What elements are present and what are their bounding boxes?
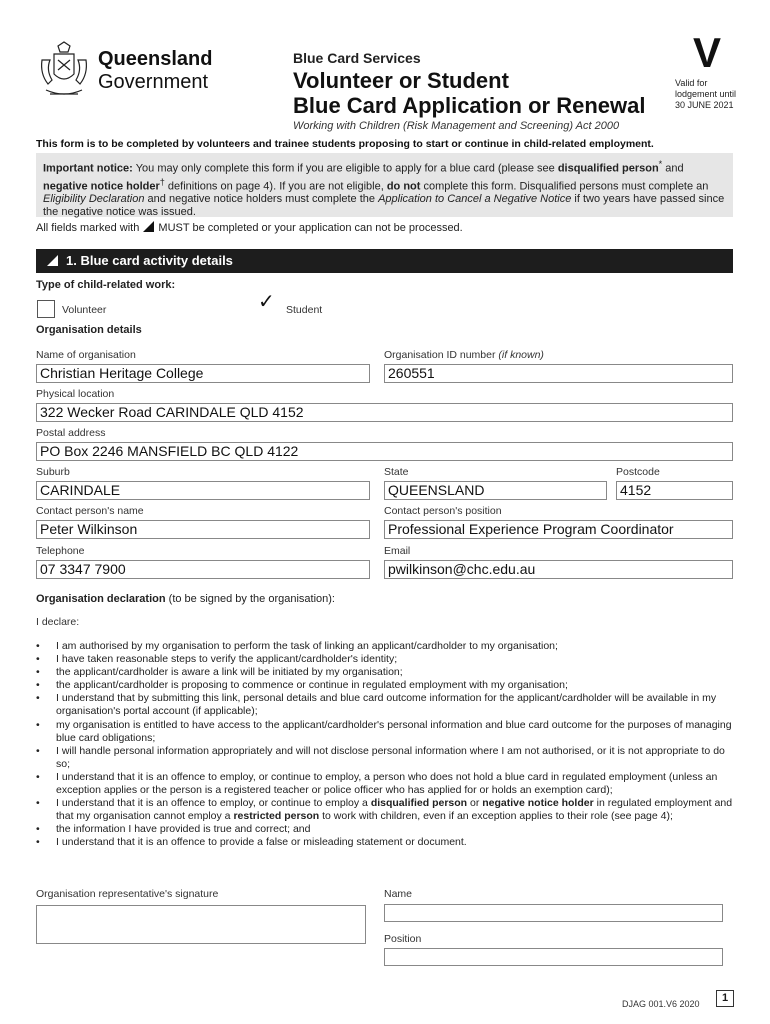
student-checkbox-checkmark[interactable]: ✓	[258, 291, 275, 313]
notice-italic: Application to Cancel a Negative Notice	[378, 193, 572, 206]
mandatory-triangle-icon	[143, 221, 154, 232]
notice-bold: disqualified person	[557, 162, 659, 175]
contact-position-label: Contact person's position	[384, 505, 502, 517]
contact-name-field[interactable]: Peter Wilkinson	[36, 520, 370, 539]
list-item: • I understand that by submitting this link, personal details and blue card outcome information for the applicant/cardholder will be available in my organisation's portal account (if applicable);	[36, 692, 736, 718]
signature-label: Organisation representative's signature	[36, 888, 219, 900]
notice-text: definitions on page 4). If you are not eligible,	[164, 180, 387, 193]
rep-position-field[interactable]	[384, 948, 723, 966]
coat-of-arms-icon	[36, 40, 92, 100]
mandatory-note-post: MUST be completed or your application can not be processed.	[155, 222, 463, 234]
volunteer-label: Volunteer	[62, 304, 107, 316]
decl-bold: disqualified person	[370, 797, 468, 810]
list-item: • the information I have provided is true and correct; and	[36, 823, 736, 836]
notice-bold: do not	[386, 180, 421, 193]
org-id-label-text: Organisation ID number	[384, 349, 496, 361]
page-number: 1	[716, 990, 734, 1007]
state-field[interactable]: QUEENSLAND	[384, 481, 607, 500]
physical-location-field[interactable]: 322 Wecker Road CARINDALE QLD 4152	[36, 403, 733, 422]
valid-line2: lodgement until	[675, 89, 737, 99]
postal-address-field[interactable]: PO Box 2246 MANSFIELD BC QLD 4122	[36, 442, 733, 461]
notice-heading: Important notice:	[43, 162, 133, 175]
section-1-header	[36, 249, 733, 273]
mandatory-note-pre: All fields marked with	[36, 222, 143, 234]
notice-text: and	[662, 162, 684, 175]
mandatory-fields-note	[36, 221, 463, 234]
email-field[interactable]: pwilkinson@chc.edu.au	[384, 560, 733, 579]
telephone-label: Telephone	[36, 545, 85, 557]
suburb-label: Suburb	[36, 466, 70, 478]
rep-name-field[interactable]	[384, 904, 723, 922]
list-item: • the applicant/cardholder is aware a link will be initiated by my organisation;	[36, 666, 736, 679]
contact-name-label: Contact person's name	[36, 505, 144, 517]
notice-text: and negative notice holders must complete the	[144, 193, 379, 206]
list-item: • I understand that it is an offence to employ, or continue to employ, a person who does not hold a blue card in regulated employment (unless an exception applies or the person is a registered teacher or police officer who has applied for or holds an exemption card);	[36, 771, 736, 797]
list-item: • I am authorised by my organisation to perform the task of linking an applicant/cardholder to my organisation;	[36, 640, 736, 653]
list-item	[36, 797, 736, 823]
org-id-hint: (if known)	[498, 349, 544, 361]
org-id-label	[384, 349, 544, 361]
work-type-label: Type of child-related work:	[36, 279, 176, 291]
notice-text: if two years have passed since the negative notice was issued.	[43, 193, 725, 219]
list-item: • my organisation is entitled to have access to the applicant/cardholder's personal information and blue card outcome for the purposes of managing blue card obligations;	[36, 719, 736, 745]
notice-text: You may only complete this form if you are eligible to apply for a blue card (please see	[132, 162, 558, 175]
decl-text: or	[467, 797, 483, 810]
notice-text: complete this form. Disqualified persons must complete an	[420, 180, 709, 193]
intro-text: This form is to be completed by volunteers and trainee students proposing to start or continue in child-related employment.	[36, 138, 654, 150]
validity-note	[675, 78, 745, 111]
postcode-label: Postcode	[616, 466, 660, 478]
list-item: • the applicant/cardholder is proposing to commence or continue in regulated employment with my organisation;	[36, 679, 736, 692]
volunteer-checkbox[interactable]	[37, 300, 55, 318]
notice-italic: Eligibility Declaration	[43, 193, 145, 206]
queensland-government-logo	[36, 40, 211, 100]
postal-address-label: Postal address	[36, 427, 106, 439]
valid-line3: 30 JUNE 2021	[675, 100, 734, 110]
org-declaration-heading	[36, 593, 335, 605]
notice-bold: negative notice holder	[43, 180, 160, 193]
notice-sup: †	[159, 176, 165, 187]
email-label: Email	[384, 545, 411, 557]
section-1-title: 1. Blue card activity details	[66, 253, 233, 268]
rep-name-label: Name	[384, 888, 413, 900]
logo-government: Government	[98, 71, 209, 93]
rep-position-label: Position	[384, 933, 422, 945]
postcode-field[interactable]: 4152	[616, 481, 733, 500]
org-declaration-title: Organisation declaration	[36, 593, 166, 605]
org-declaration-note: (to be signed by the organisation):	[165, 593, 335, 605]
declaration-list	[36, 640, 736, 850]
decl-text: I understand that it is an offence to employ, or continue to employ a	[56, 797, 371, 810]
service-name: Blue Card Services	[293, 50, 421, 66]
decl-bold: restricted person	[233, 810, 320, 823]
page-title-line2: Blue Card Application or Renewal	[293, 93, 646, 118]
list-item: • I will handle personal information appropriately and will not disclose personal information where I am not authorised, or it is not appropriate to do so;	[36, 745, 736, 771]
contact-position-field[interactable]: Professional Experience Program Coordinator	[384, 520, 733, 539]
form-code: DJAG 001.V6 2020	[622, 999, 700, 1009]
suburb-field[interactable]: CARINDALE	[36, 481, 370, 500]
legislation-title: Working with Children (Risk Management and Screening) Act 2000	[293, 120, 620, 132]
physical-location-label: Physical location	[36, 388, 115, 400]
important-notice	[36, 153, 733, 217]
logo-queensland: Queensland	[98, 48, 213, 70]
notice-sup: *	[658, 159, 663, 169]
org-id-field[interactable]: 260551	[384, 364, 733, 383]
valid-line1: Valid for	[675, 78, 708, 88]
org-name-label: Name of organisation	[36, 349, 136, 361]
list-item: • I have taken reasonable steps to verify the applicant/cardholder's identity;	[36, 653, 736, 666]
organisation-details-label: Organisation details	[36, 324, 142, 336]
signature-box[interactable]	[36, 905, 366, 944]
student-label: Student	[286, 304, 323, 316]
decl-text: in regulated employment and that my organisation cannot employ a	[56, 797, 733, 823]
org-name-field[interactable]: Christian Heritage College	[36, 364, 370, 383]
decl-bold: negative notice holder	[482, 797, 594, 810]
i-declare-label: I declare:	[36, 616, 80, 628]
state-label: State	[384, 466, 409, 478]
telephone-field[interactable]: 07 3347 7900	[36, 560, 370, 579]
list-item: • I understand that it is an offence to provide a false or misleading statement or document.	[36, 836, 736, 849]
form-letter: V	[693, 29, 722, 76]
page-title-line1: Volunteer or Student	[293, 68, 509, 93]
decl-text: to work with children, even if an exception applies to their role (see page 4);	[319, 810, 673, 823]
mandatory-triangle-icon	[47, 255, 58, 266]
